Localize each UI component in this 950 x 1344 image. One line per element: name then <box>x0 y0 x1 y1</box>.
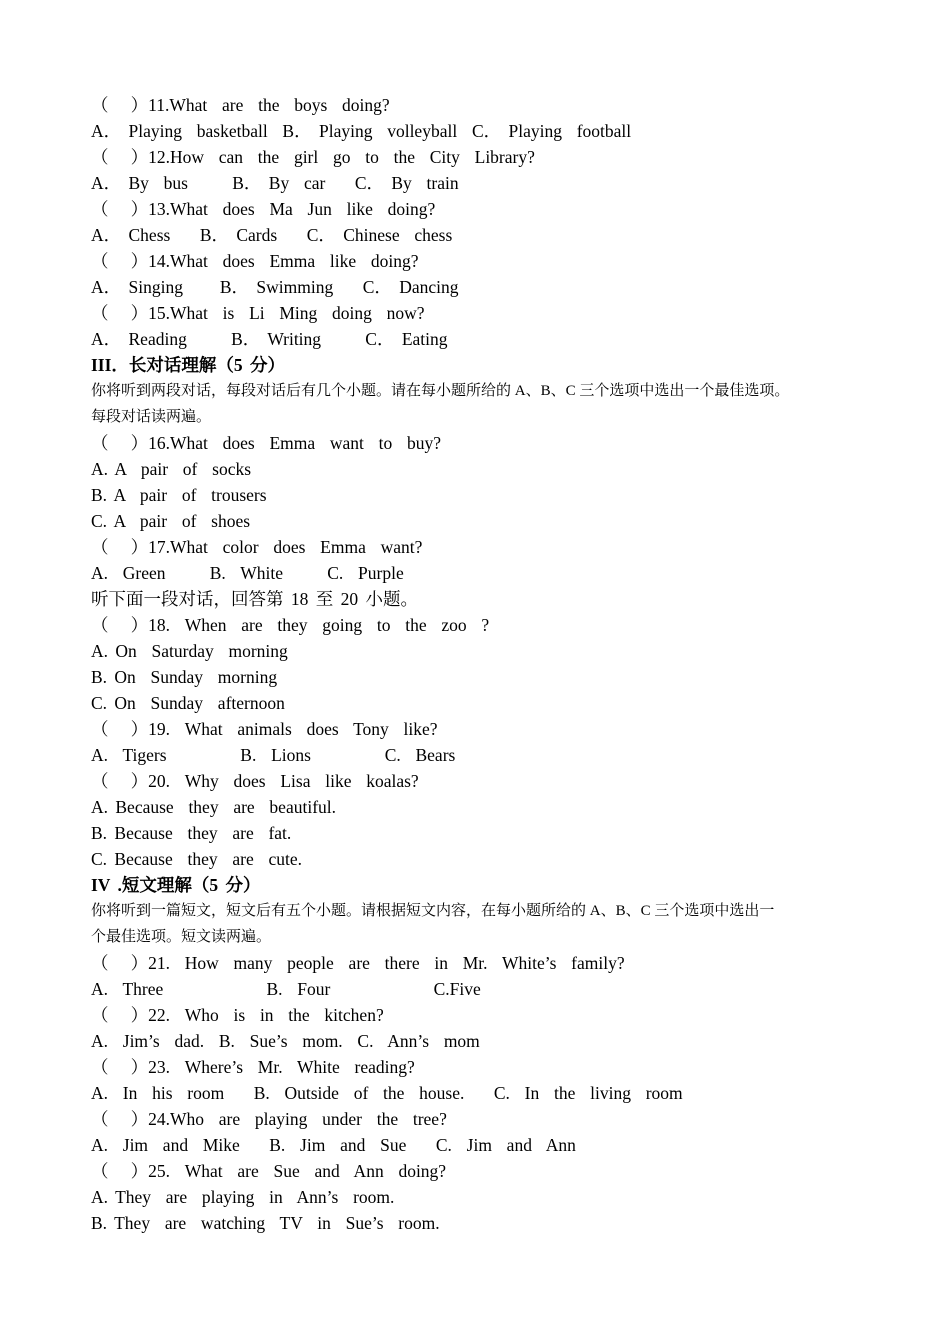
question-line: （ ）24.Who are playing under the tree? <box>91 1109 447 1129</box>
question-line: （ ）14.What does Emma like doing? <box>91 251 419 271</box>
option-line: B. They are watching TV in Sue’s room. <box>91 1213 440 1233</box>
instruction-line: 听下面一段对话，回答第 18 至 20 小题。 <box>91 589 418 609</box>
question-line: （ ）16.What does Emma want to buy? <box>91 433 442 453</box>
question-line: （ ）20. Why does Lisa like koalas? <box>91 771 419 791</box>
option-line: C. Because they are cute. <box>91 849 302 869</box>
instruction-line: 你将听到一篇短文，短文后有五个小题。请根据短文内容，在每小题所给的 A、B、C 三个选项中选出一 <box>91 903 775 919</box>
exam-page <box>91 92 891 1236</box>
option-line: A. In his room B. Outside of the house. C. In the living room <box>91 1083 683 1103</box>
option-line: B. On Sunday morning <box>91 667 278 687</box>
question-line: （ ）13.What does Ma Jun like doing? <box>91 199 436 219</box>
instruction-line: 你将听到两段对话，每段对话后有几个小题。请在每小题所给的 A、B、C 三个选项中选出一个最佳选项。 <box>91 383 790 399</box>
option-line: B. Because they are fat. <box>91 823 292 843</box>
instruction-line: 每段对话读两遍。 <box>91 409 212 425</box>
option-line: A. Jim and Mike B. Jim and Sue C. Jim and Ann <box>91 1135 576 1155</box>
option-line: A. Green B. White C. Purple <box>91 563 404 583</box>
section-heading: IV .短文理解（5 分） <box>91 875 261 895</box>
question-line: （ ）11.What are the boys doing? <box>91 95 390 115</box>
option-line: A. Jim’s dad. B. Sue’s mom. C. Ann’s mom <box>91 1031 480 1051</box>
question-line: （ ）25. What are Sue and Ann doing? <box>91 1161 447 1181</box>
section-heading: III．长对话理解（5 分） <box>91 355 286 375</box>
instruction-line: 个最佳选项。短文读两遍。 <box>91 929 272 945</box>
option-line: A． By bus B． By car C． By train <box>91 173 459 193</box>
question-line: （ ）19. What animals does Tony like? <box>91 719 438 739</box>
option-line: A． Reading B． Writing C． Eating <box>91 329 448 349</box>
option-line: A. A pair of socks <box>91 459 252 479</box>
question-line: （ ）21. How many people are there in Mr. White’s family? <box>91 953 625 973</box>
question-line: （ ）12.How can the girl go to the City Library? <box>91 147 535 167</box>
question-line: （ ）18. When are they going to the zoo ? <box>91 615 490 635</box>
option-line: C. On Sunday afternoon <box>91 693 285 713</box>
option-line: A． Playing basketball B． Playing volleyball C． Playing football <box>91 121 632 141</box>
option-line: A. Tigers B. Lions C. Bears <box>91 745 456 765</box>
option-line: A. Three B. Four C.Five <box>91 979 481 999</box>
option-line: B. A pair of trousers <box>91 485 267 505</box>
question-line: （ ）23. Where’s Mr. White reading? <box>91 1057 415 1077</box>
option-line: A. Because they are beautiful. <box>91 797 337 817</box>
question-line: （ ）22. Who is in the kitchen? <box>91 1005 384 1025</box>
option-line: A. They are playing in Ann’s room. <box>91 1187 395 1207</box>
option-line: C. A pair of shoes <box>91 511 251 531</box>
option-line: A． Chess B． Cards C． Chinese chess <box>91 225 453 245</box>
option-line: A. On Saturday morning <box>91 641 288 661</box>
option-line: A． Singing B． Swimming C． Dancing <box>91 277 459 297</box>
question-line: （ ）17.What color does Emma want? <box>91 537 423 557</box>
question-line: （ ）15.What is Li Ming doing now? <box>91 303 425 323</box>
